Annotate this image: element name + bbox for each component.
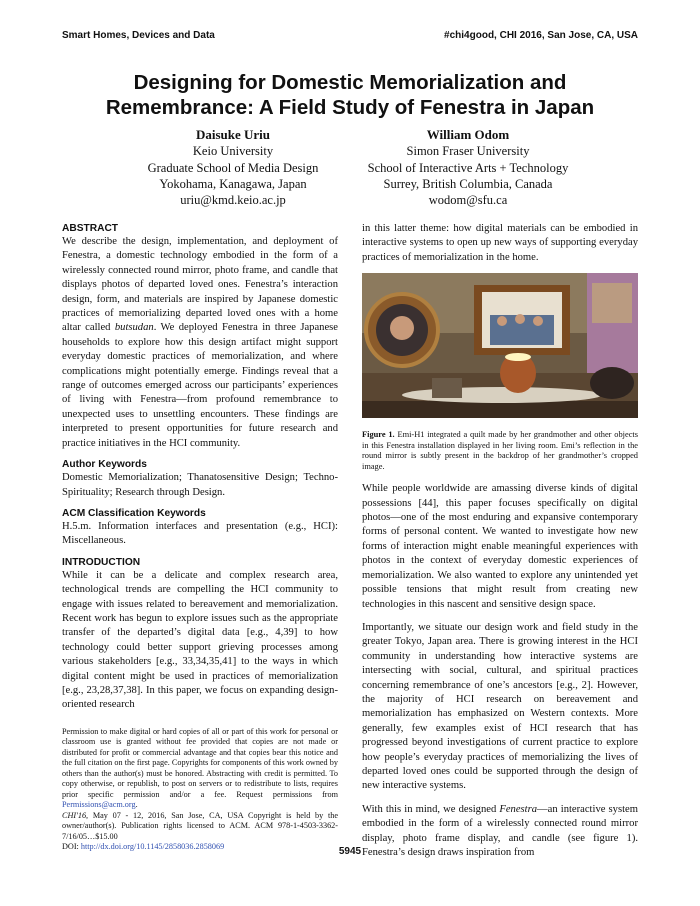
conference-name: CHI'16, [62,810,89,820]
author-email[interactable]: wodom@sfu.ca [428,193,508,208]
body-paragraph-2: Importantly, we situate our design work and field study in the greater Tokyo, Japan area. There is growing interest in the HCI community in understanding how interactive systems are intersecting with social, cultural, and spiritual practices concerning remembrance of one’s ancestors [e.g., 2]. However, the majority of HCI research on bereavement and memorialization has emphasized on Western contexts. More generally, few examples exist of HCI research that has progressed beyond investigations of current practice to explore how people’s everyday practices of memorializing the lives of departed loved ones could be supported through the design of new interactive systems. [362,621,638,792]
body-paragraph-1: While people worldwide are amassing diverse kinds of digital possessions [44], this paper focuses specifically on digital photos—one of the most enduring and expansive contemporary forms of personal content. We wanted to investigate how new forms of interaction might enable meaningful experiences with photos in the context of everyday domestic experiences of memorialization. We also wanted to explore any unintended yet possible tensions that might result from creating new technologies in this nascent and sensitive design space. [362,483,638,610]
author-location: Surrey, British Columbia, Canada [383,176,553,191]
title-line-1: Designing for Domestic Memorialization and [133,71,567,94]
page-number: 5945 [338,846,362,857]
copyright-text: May 07 - 12, 2016, San Jose, CA, USA Copyright is held by the owner/author(s). Publication rights licensed to ACM. ACM 978-1-4503-3362-7/16/05…$15.00 [62,810,338,841]
author-department: Graduate School of Media Design [147,160,319,175]
author-email[interactable]: uriu@kmd.keio.ac.jp [180,193,286,208]
right-column [362,222,638,860]
author-keywords-text: Domestic Memorialization; Thanatosensitive Design; Techno-Spirituality; Research through Design. [62,472,338,498]
author-name: William Odom [426,127,510,142]
left-column [62,222,338,853]
body-paragraph-3: With this in mind, we designed Fenestra—an interactive system embodied in the form of a wirelessly connected round mirror display, photo frame display, and candle (see figure 1). Fenestra’s design draws inspiration from [362,803,638,858]
acm-keywords-text: H.5.m. Information interfaces and presentation (e.g., HCI): Miscellaneous. [62,520,338,547]
abstract-heading: ABSTRACT [62,223,119,234]
permissions-email-link[interactable]: Permissions@acm.org [62,800,136,810]
abstract-text: We describe the design, implementation, and deployment of Fenestra, a domestic technology embodied in the form of a wirelessly connected round mirror, photo frame, and candle that displays photos of departed loved ones. Fenestra’s interaction design, form, and materials are inspired by Japanese domestic practices of memorializing departed loved ones with a home altar called butsudan. We deployed Fenestra in three Japanese households to explore how this design artifact might support everyday domestic practices of memorialization, and where complications might potentially emerge. Findings reveal that a range of outcomes emerged across our participants’ experiences of living with Fenestra—from profound remembrance to unexpected uses to unsettling encounters. These findings are interpreted to present opportunities for future research and practice initiatives in the HCI community. [62,236,338,449]
author-block-1 [118,127,348,208]
permission-block: Permission to make digital or hard copies of all or part of this work for personal or classroom use is granted without fee provided that copies are not made or distributed for profit or commercial advantage and that copies bear this notice and the full citation on the first page. Copyrights for components of this work owned by others than the author(s) must be honored. Abstracting with credit is permitted. To copy otherwise, or republish, to post on servers or to redistribute to lists, requires prior specific permission and/or a fee. Request permissions from Permissions@acm.org. CHI'16, May 07 - 12, 2016, San Jose, CA, USA Copyright is held by the owner/author(s). Publication rights licensed to ACM. ACM 978-1-4503-3362-7/16/05…$15.00 DOI: http://dx.doi.org/10.1145/2858036.2858069 [62,726,338,852]
intro-continuation: in this latter theme: how digital materials can be embodied in interactive systems to open up new ways of supporting everyday practices of memorialization in the home. [362,223,638,263]
title-line-2: Remembrance: A Field Study of Fenestra in Japan [105,96,595,119]
author-location: Yokohama, Kanagawa, Japan [159,176,307,191]
author-block-2 [344,127,592,208]
doi-link[interactable]: http://dx.doi.org/10.1145/2858036.2858069 [80,842,225,852]
running-header-left: Smart Homes, Devices and Data [62,30,215,41]
author-department: School of Interactive Arts + Technology [367,160,569,175]
introduction-heading: INTRODUCTION [62,556,141,568]
permission-text: Permission to make digital or hard copies of all or part of this work for personal or classroom use is granted without fee provided that copies are not made or distributed for profit or commercial advantage and that copies bear this notice and the full citation on the first page. Copyrights for components of this work owned by others than the author(s) must be honored. Abstracting with credit is permitted. To copy otherwise, or republish, to post on servers or to redistribute to lists, requires prior specific permission and/or a fee. Request permissions from [62,726,338,799]
author-affiliation: Simon Fraser University [406,144,530,159]
paper-title [0,70,700,120]
introduction-text: While it can be a delicate and complex research area, technological trends are compelling the HCI community to engage with issues related to bereavement and memorialization. Recent work has begun to explore issues such as the appropriate transfer of the departed’s digital data [e.g., 4,39] to how technology could better support grieving processes among various stakeholders [e.g., 33,34,35,41] to the ways in which digital content might be used in practices of memorialization [e.g., 23,28,37,38]. In this paper, we focus on expanding design-oriented research [62,569,338,711]
figure-1-caption: Figure 1. Emi-H1 integrated a quilt made by her grandmother and other objects in this Fenestra installation displayed in her living room. Emi’s reflection in the round mirror is subtly present in the backdrop of her grandmother’s cropped image. [362,429,638,472]
author-keywords-heading: Author Keywords [62,459,147,471]
author-name: Daisuke Uriu [195,127,271,142]
running-header-right: #chi4good, CHI 2016, San Jose, CA, USA [444,30,638,41]
acm-keywords-heading: ACM Classification Keywords [62,507,206,519]
author-affiliation: Keio University [192,144,274,159]
figure-1-photo [362,273,638,418]
